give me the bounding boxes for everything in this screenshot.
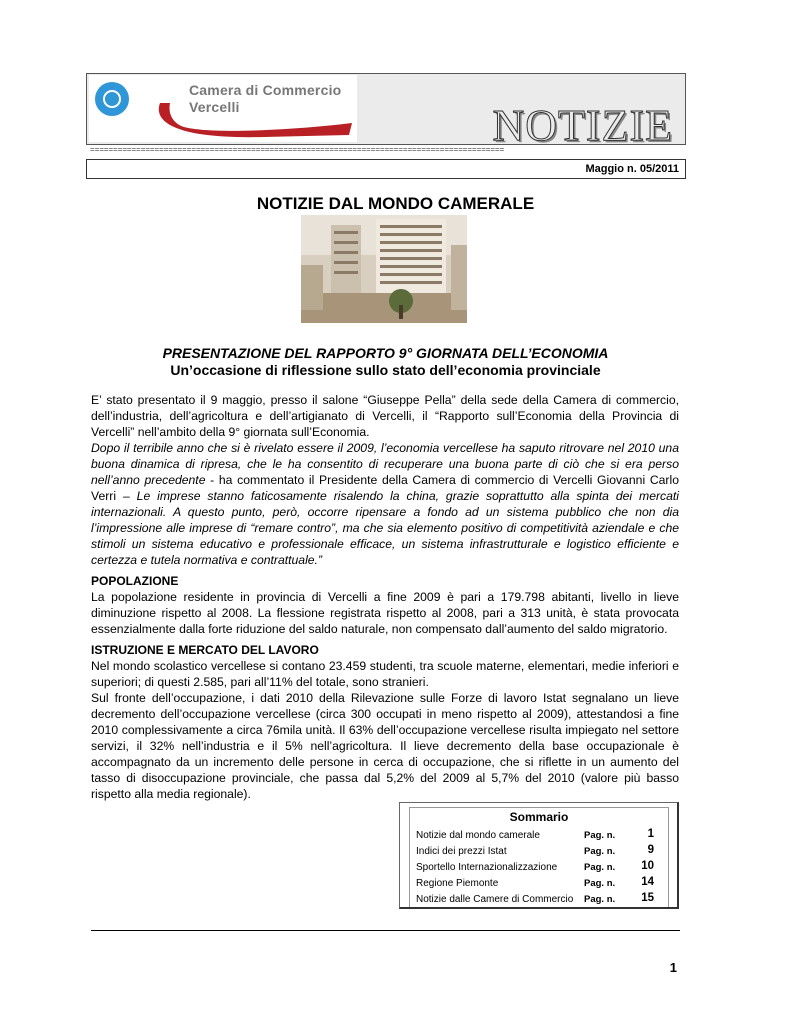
president-quote: Dopo il terribile anno che si è rivelato essere il 2009, l’economia vercellese ha saputo ritrovare nel 2010 una buona dinamica di ripresa, che le ha consentito di recuperare una buona parte di ciò che si era perso nell’anno precedente - ha commentato il Presidente della Camera di commercio di Vercelli Giovanni Carlo Verri – Le imprese stanno faticosamente risalendo la china, grazie soprattutto alla spinta dei mercati internazionali. A questo punto, però, occorre ripensare a fondo ad un sistema pubblico che non dia l’impressione alle imprese di “remare contro”, ma che sia elemento positivo di competitività aziendale e che stimoli un sistema educativo e professionale efficace, un sistema infrastrutturale e logistico efficiente e certezza e tutela normativa e contrattuale.” xyxy=(91,441,679,567)
table-of-contents xyxy=(399,802,679,909)
toc-item[interactable]: Notizie dalle Camere di Commercio Pag. n. 15 xyxy=(416,892,654,905)
masthead xyxy=(86,73,686,150)
toc-item[interactable]: Regione Piemonte Pag. n. 14 xyxy=(416,876,654,889)
issue-bar xyxy=(86,159,686,179)
istruzione-heading: ISTRUZIONE E MERCATO DEL LAVORO xyxy=(91,643,319,657)
article-headline: PRESENTAZIONE DEL RAPPORTO 9° GIORNATA DELL’ECONOMIA xyxy=(162,345,609,361)
building-photo xyxy=(301,215,467,323)
newsletter-title: NOTIZIE xyxy=(492,101,673,150)
article-body xyxy=(91,392,679,802)
intro-paragraph: E’ stato presentato il 9 maggio, presso il salone “Giuseppe Pella” della sede della Camera di commercio, dell’industria, dell’agricoltura e dell’artigianato di Vercelli, il “Rapporto sull’Economia della Provincia di Vercelli” nell’ambito della 9° giornata sull’Economia. xyxy=(91,393,679,439)
istruzione-paragraph-2: Sul fronte dell’occupazione, i dati 2010 della Rilevazione sulle Forze di lavoro Istat segnalano un lieve decremento dell’occupazione vercellese (circa 300 occupati in meno rispetto al 2009), attestandosi a fine 2010 complessivamente a circa 76mila unità. Il 63% dell’occupazione vercellese risulta impiegato nel settore servizi, il 32% nell’industria e il 5% nell’agricoltura. Il lieve decremento della base occupazionale è accompagnato da un incremento delle persone in cerca di occupazione, che si riflette in un aumento del tasso di disoccupazione provinciale, che passa dal 5,2% del 2009 al 5,7% del 2010 (valore più basso rispetto alla media regionale). xyxy=(91,691,679,801)
page-number: 1 xyxy=(669,960,677,975)
popolazione-paragraph: La popolazione residente in provincia di Vercelli a fine 2009 è pari a 179.798 abitanti, livello in lieve diminuzione rispetto al 2008. La flessione registrata rispetto al 2008, pari a 313 unità, è stata provocata essenzialmente dalla forte riduzione del saldo naturale, non compensato dall’aumento del saldo migratorio. xyxy=(91,590,679,636)
footer-divider xyxy=(91,930,680,931)
toc-item[interactable]: Notizie dal mondo camerale Pag. n. 1 xyxy=(416,828,654,841)
logo-text: Camera di Commercio Vercelli xyxy=(189,82,342,115)
article-subheadline: Un’occasione di riflessione sullo stato dell’economia provinciale xyxy=(170,362,601,378)
toc-item[interactable]: Indici dei prezzi Istat Pag. n. 9 xyxy=(416,844,654,857)
issue-label: Maggio n. 05/2011 xyxy=(585,163,679,175)
chamber-logo xyxy=(89,75,357,142)
istruzione-paragraph-1: Nel mondo scolastico vercellese si contano 23.459 studenti, tra scuole materne, elementari, medie inferiori e superiori; di questi 2.585, pari all’11% del totale, sono stranieri. xyxy=(91,659,679,689)
section-title: NOTIZIE DAL MONDO CAMERALE xyxy=(256,194,535,213)
popolazione-heading: POPOLAZIONE xyxy=(91,574,179,588)
toc-item[interactable]: Sportello Internazionalizzazione Pag. n. 10 xyxy=(416,860,654,873)
toc-title: Sommario xyxy=(509,810,569,824)
separator-line: ========================================================================================== xyxy=(90,146,505,155)
logo-emblem-icon xyxy=(95,82,129,116)
